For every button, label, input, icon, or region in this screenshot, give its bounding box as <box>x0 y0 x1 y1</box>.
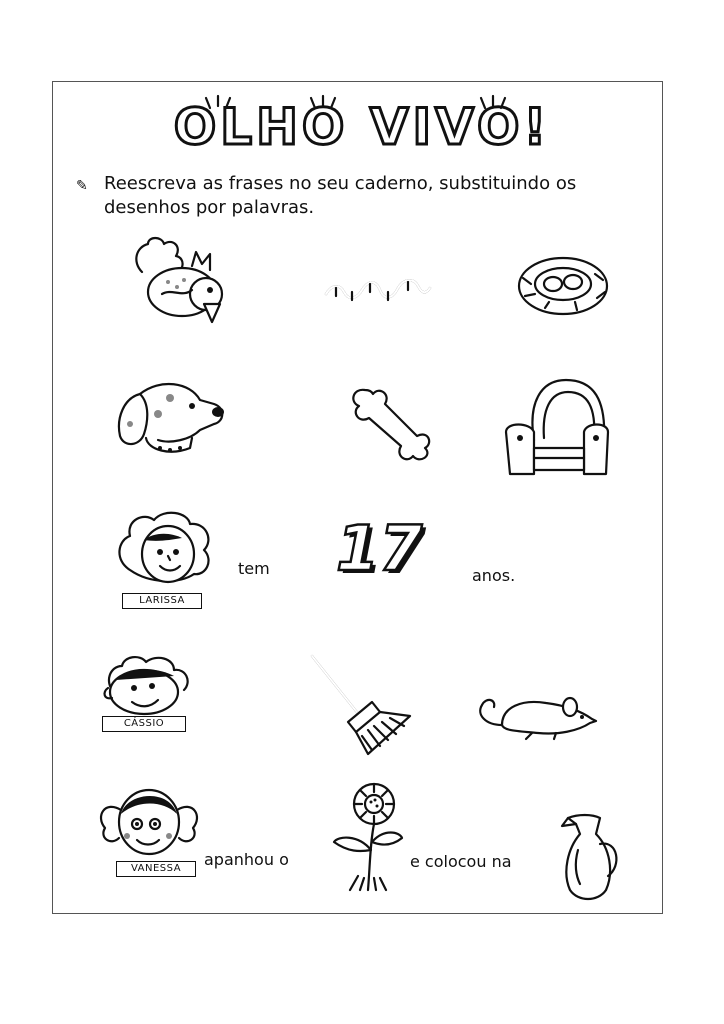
name-tag-larissa: LARISSA <box>122 593 202 609</box>
number-17-icon: 17 <box>336 512 423 585</box>
boy-cassio-icon <box>100 652 195 717</box>
name-tag-vanessa: VANESSA <box>116 861 196 877</box>
word-anos: anos. <box>472 566 516 585</box>
jug-icon <box>558 810 628 905</box>
mouse-icon <box>472 685 602 745</box>
nest-icon <box>515 248 610 323</box>
name-tag-cassio: CÁSSIO <box>102 716 186 732</box>
bone-icon <box>345 382 435 467</box>
pencil-icon: ✎ <box>76 178 88 194</box>
instruction-text: Reescreva as frases no seu caderno, substituindo os desenhos por palavras. <box>104 173 577 218</box>
page-title: OLHO VIVO! <box>173 98 551 156</box>
word-apanhou-o: apanhou o <box>204 850 289 869</box>
word-e-colocou-na: e colocou na <box>410 852 512 871</box>
broom-icon <box>306 650 416 760</box>
eyelashes-decoration <box>180 92 560 112</box>
word-tem: tem <box>238 559 270 578</box>
flower-icon <box>330 780 405 895</box>
girl-vanessa-icon <box>97 780 202 860</box>
dog-icon <box>110 374 230 469</box>
armchair-icon <box>500 374 615 484</box>
worm-icon <box>322 270 437 310</box>
bird-icon <box>122 232 232 332</box>
girl-larissa-icon <box>110 510 220 595</box>
